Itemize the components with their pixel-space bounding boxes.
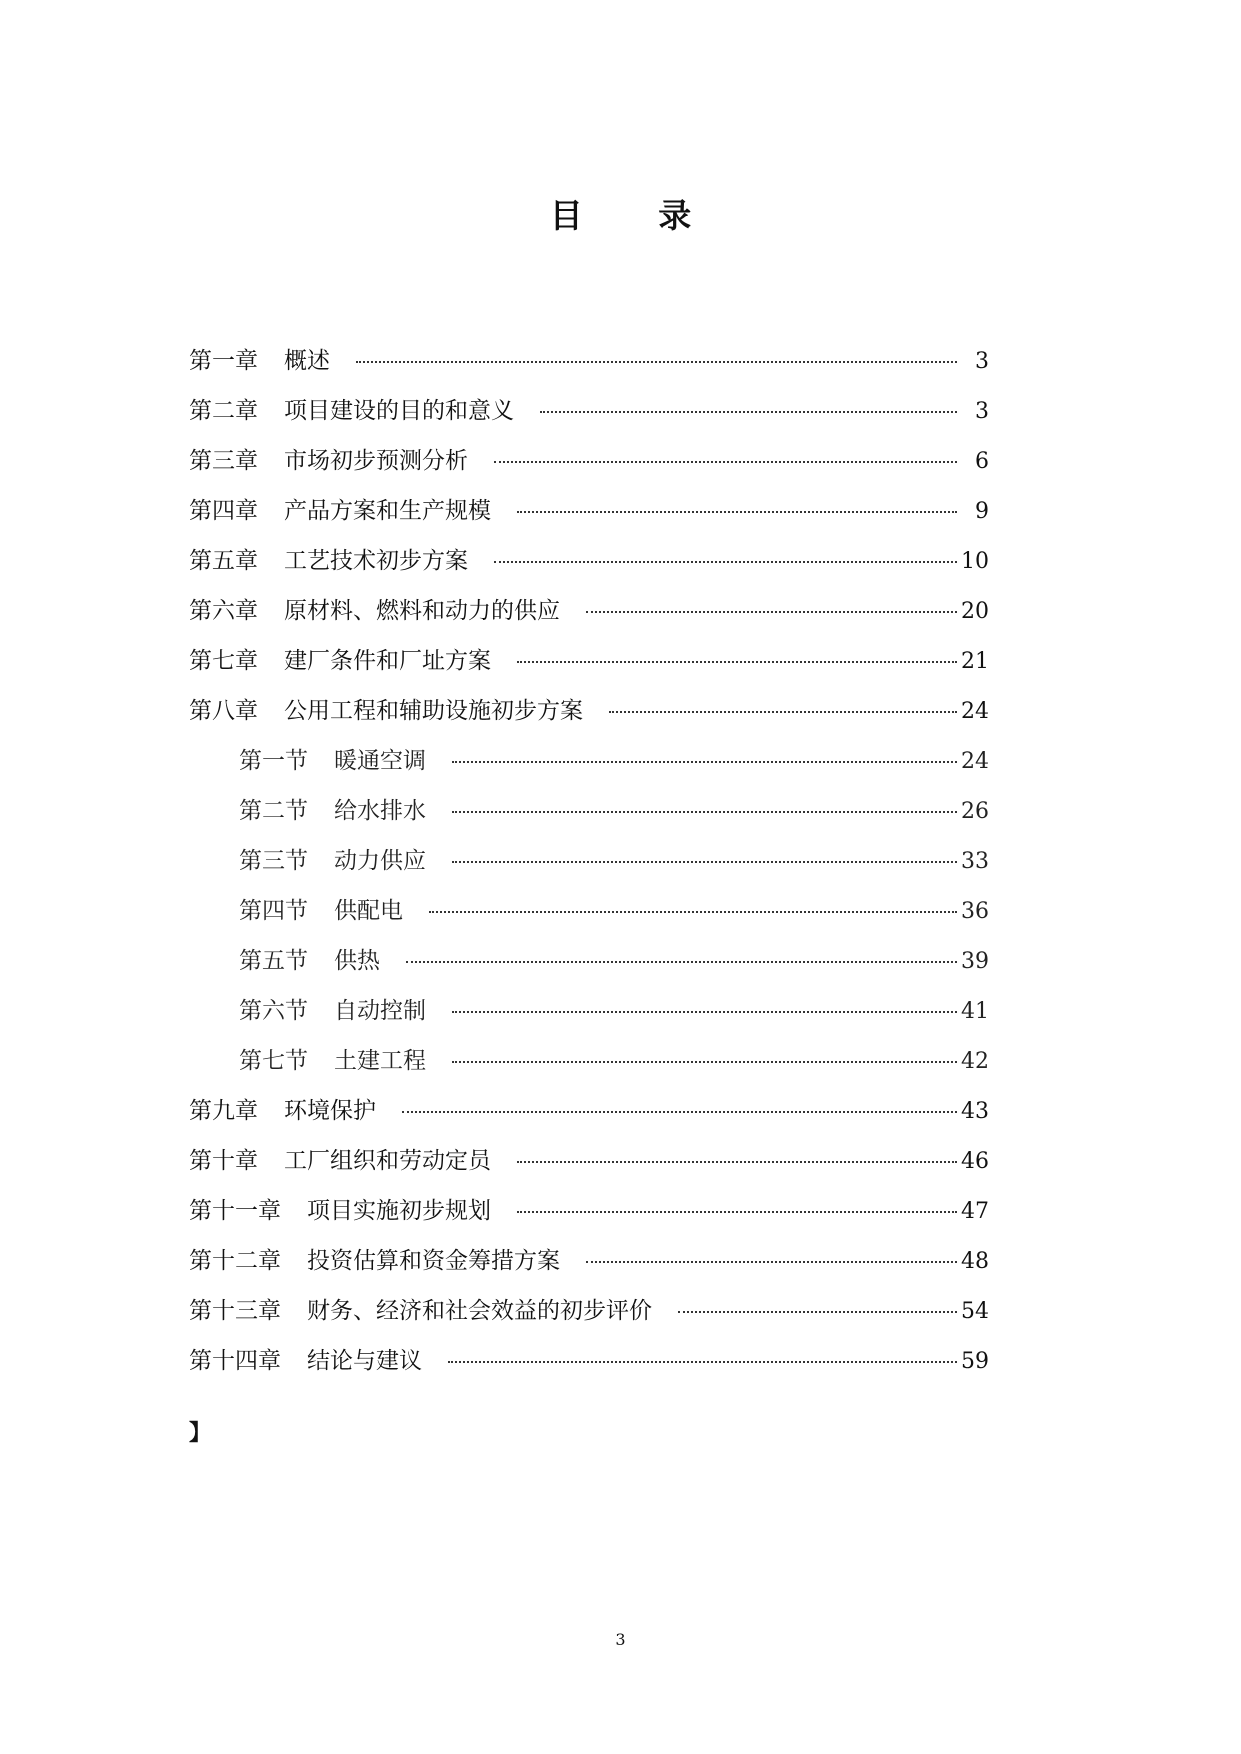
toc-dot-leader: [452, 1061, 957, 1063]
toc-entry-title: 公用工程和辅助设施初步方案: [284, 698, 583, 724]
toc-entry-number: 第八章: [189, 698, 258, 724]
toc-chapter-entry[interactable]: [189, 1096, 989, 1146]
toc-entry-title: 工艺技术初步方案: [284, 548, 468, 574]
toc-entry-number: 第七节: [239, 1048, 308, 1074]
toc-section-entry[interactable]: [189, 946, 989, 996]
toc-entry-page: 3: [975, 399, 989, 424]
toc-entry-number: 第十三章: [189, 1298, 281, 1324]
toc-chapter-entry[interactable]: [189, 646, 989, 696]
toc-entry-title: 项目实施初步规划: [307, 1198, 491, 1224]
toc-entry-number: 第五章: [189, 548, 258, 574]
toc-entry-number: 第六节: [239, 998, 308, 1024]
toc-entry-number: 第十一章: [189, 1198, 281, 1224]
toc-entry-number: 第一章: [189, 348, 258, 374]
toc-entry-title: 土建工程: [334, 1048, 426, 1074]
toc-entry-page: 59: [961, 1349, 989, 1374]
toc-entry-title: 原材料、燃料和动力的供应: [284, 598, 560, 624]
toc-entry-title: 自动控制: [334, 998, 426, 1024]
toc-section-entry[interactable]: [189, 1046, 989, 1096]
toc-entry-number: 第五节: [239, 948, 308, 974]
toc-chapter-entry[interactable]: [189, 496, 989, 546]
toc-chapter-entry[interactable]: [189, 1146, 989, 1196]
toc-entry-title: 环境保护: [284, 1098, 376, 1124]
toc-dot-leader: [452, 811, 957, 813]
toc-dot-leader: [452, 861, 957, 863]
toc-entry-number: 第四节: [239, 898, 308, 924]
toc-section-entry[interactable]: [189, 896, 989, 946]
toc-dot-leader: [452, 1011, 957, 1013]
toc-entry-page: 33: [961, 849, 989, 874]
toc-chapter-entry[interactable]: [189, 1296, 989, 1346]
toc-dot-leader: [406, 961, 957, 963]
toc-entry-title: 产品方案和生产规模: [284, 498, 491, 524]
toc-entry-number: 第一节: [239, 748, 308, 774]
toc-entry-number: 第十四章: [189, 1348, 281, 1374]
toc-entry-page: 21: [961, 649, 989, 674]
toc-chapter-entry[interactable]: [189, 696, 989, 746]
toc-chapter-entry[interactable]: [189, 396, 989, 446]
toc-entry-number: 第七章: [189, 648, 258, 674]
toc-entry-page: 46: [961, 1149, 989, 1174]
toc-dot-leader: [517, 511, 957, 513]
toc-entry-title: 市场初步预测分析: [284, 448, 468, 474]
toc-entry-number: 第二章: [189, 398, 258, 424]
toc-chapter-entry[interactable]: [189, 596, 989, 646]
stray-bracket-mark: 】: [189, 1421, 212, 1446]
toc-entry-title: 暖通空调: [334, 748, 426, 774]
toc-entry-page: 43: [961, 1099, 989, 1124]
toc-entry-page: 24: [961, 749, 989, 774]
toc-entry-title: 工厂组织和劳动定员: [284, 1148, 491, 1174]
toc-entry-page: 42: [961, 1049, 989, 1074]
toc-chapter-entry[interactable]: [189, 1196, 989, 1246]
toc-entry-title: 投资估算和资金筹措方案: [307, 1248, 560, 1274]
toc-entry-page: 39: [961, 949, 989, 974]
toc-entry-page: 48: [961, 1249, 989, 1274]
toc-entry-page: 9: [975, 499, 989, 524]
toc-entry-title: 建厂条件和厂址方案: [284, 648, 491, 674]
toc-entry-number: 第三节: [239, 848, 308, 874]
toc-entry-page: 24: [961, 699, 989, 724]
toc-entry-title: 项目建设的目的和意义: [284, 398, 514, 424]
toc-list: [189, 346, 989, 1396]
toc-entry-number: 第九章: [189, 1098, 258, 1124]
toc-entry-title: 供热: [334, 948, 380, 974]
toc-dot-leader: [517, 1161, 957, 1163]
toc-section-entry[interactable]: [189, 796, 989, 846]
toc-entry-title: 供配电: [334, 898, 403, 924]
toc-chapter-entry[interactable]: [189, 546, 989, 596]
toc-dot-leader: [540, 411, 957, 413]
toc-dot-leader: [448, 1361, 957, 1363]
toc-entry-page: 20: [961, 599, 989, 624]
toc-dot-leader: [429, 911, 957, 913]
toc-dot-leader: [494, 561, 957, 563]
toc-entry-page: 47: [961, 1199, 989, 1224]
toc-entry-number: 第四章: [189, 498, 258, 524]
toc-dot-leader: [517, 661, 957, 663]
toc-title: 目 录: [549, 196, 724, 235]
toc-entry-page: 41: [961, 999, 989, 1024]
page-number: 3: [615, 1630, 626, 1649]
toc-entry-page: 36: [961, 899, 989, 924]
toc-entry-number: 第二节: [239, 798, 308, 824]
toc-entry-title: 财务、经济和社会效益的初步评价: [307, 1298, 652, 1324]
toc-dot-leader: [356, 361, 957, 363]
toc-dot-leader: [452, 761, 957, 763]
toc-entry-title: 动力供应: [334, 848, 426, 874]
toc-chapter-entry[interactable]: [189, 446, 989, 496]
toc-entry-number: 第六章: [189, 598, 258, 624]
toc-entry-page: 6: [975, 449, 989, 474]
toc-entry-title: 结论与建议: [307, 1348, 422, 1374]
toc-entry-number: 第三章: [189, 448, 258, 474]
toc-dot-leader: [517, 1211, 957, 1213]
toc-entry-page: 26: [961, 799, 989, 824]
toc-entry-number: 第十二章: [189, 1248, 281, 1274]
toc-dot-leader: [586, 1261, 957, 1263]
toc-section-entry[interactable]: [189, 846, 989, 896]
toc-entry-page: 3: [975, 349, 989, 374]
toc-entry-title: 概述: [284, 348, 330, 374]
toc-section-entry[interactable]: [189, 746, 989, 796]
toc-entry-page: 10: [961, 549, 989, 574]
toc-dot-leader: [494, 461, 957, 463]
toc-entry-number: 第十章: [189, 1148, 258, 1174]
toc-dot-leader: [402, 1111, 957, 1113]
toc-entry-title: 给水排水: [334, 798, 426, 824]
toc-entry-page: 54: [961, 1299, 989, 1324]
toc-chapter-entry[interactable]: [189, 1246, 989, 1296]
toc-dot-leader: [586, 611, 957, 613]
toc-chapter-entry[interactable]: [189, 1346, 989, 1396]
toc-dot-leader: [609, 711, 957, 713]
toc-chapter-entry[interactable]: [189, 346, 989, 396]
toc-section-entry[interactable]: [189, 996, 989, 1046]
toc-dot-leader: [678, 1311, 957, 1313]
